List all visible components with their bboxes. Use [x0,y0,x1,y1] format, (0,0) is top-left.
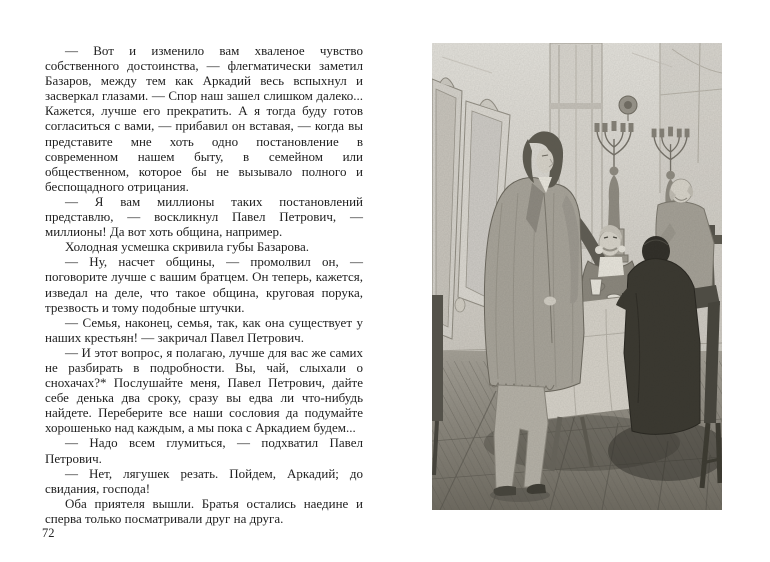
book-illustration [432,43,722,510]
paragraph: — Я вам миллионы таких постановлений представлю, — воскликнул Павел Петрович, — миллионы! Да вот хоть община, например. [45,193,363,240]
text-column [45,43,363,526]
illustration-canvas [432,43,722,510]
paragraph: — Семья, наконец, семья, так, как она существует у наших крестьян! — закричал Павел Петрович. [45,314,363,345]
paragraph: Оба приятеля вышли. Братья остались наедине и сперва только посматривали друг на друга. [45,495,363,526]
paragraph: — Надо всем глумиться, — подхватил Павел Петрович. [45,435,363,466]
paragraph: Холодная усмешка скривила губы Базарова. [65,239,310,255]
paragraph: — И этот вопрос, я полагаю, лучше для вас же самих не разбирать в подробности. Вы, чай, слыхали о снохачах?* Послушайте меня, Павел Петрович, дайте себе денька два сроку, сразу вы едва ли что-нибудь найдете. Переберите все наши сословия да подумайте хорошенько над каждым, а мы пока с Аркадием будем... [45,344,363,436]
paragraph: — Вот и изменило вам хваленое чувство собственного достоинства, — флегматически заметил Базаров, между тем как Аркадий весь вспыхнул и засверкал глазами. — Спор наш зашел слишком далеко... Кажется, лучше его прекратить. А я тогда буду готов согласиться с вами, — прибавил он вставая, — когда вы представите мне хоть одно постановление в современном нашем быту, в семейном или общественном, которое бы не вызывало полного и беспощадного отрицания. [45,43,363,194]
page-number: 72 [42,526,55,540]
paragraph: — Ну, насчет общины, — промолвил он, — поговорите лучше с вашим братцем. Он теперь, кажется, изведал на деле, что такое община, круговая порука, трезвость и тому подобные штучки. [45,254,363,315]
pencil-grain-texture [432,43,722,510]
paragraph: — Нет, лягушек резать. Пойдем, Аркадий; до свидания, господа! [45,465,363,496]
